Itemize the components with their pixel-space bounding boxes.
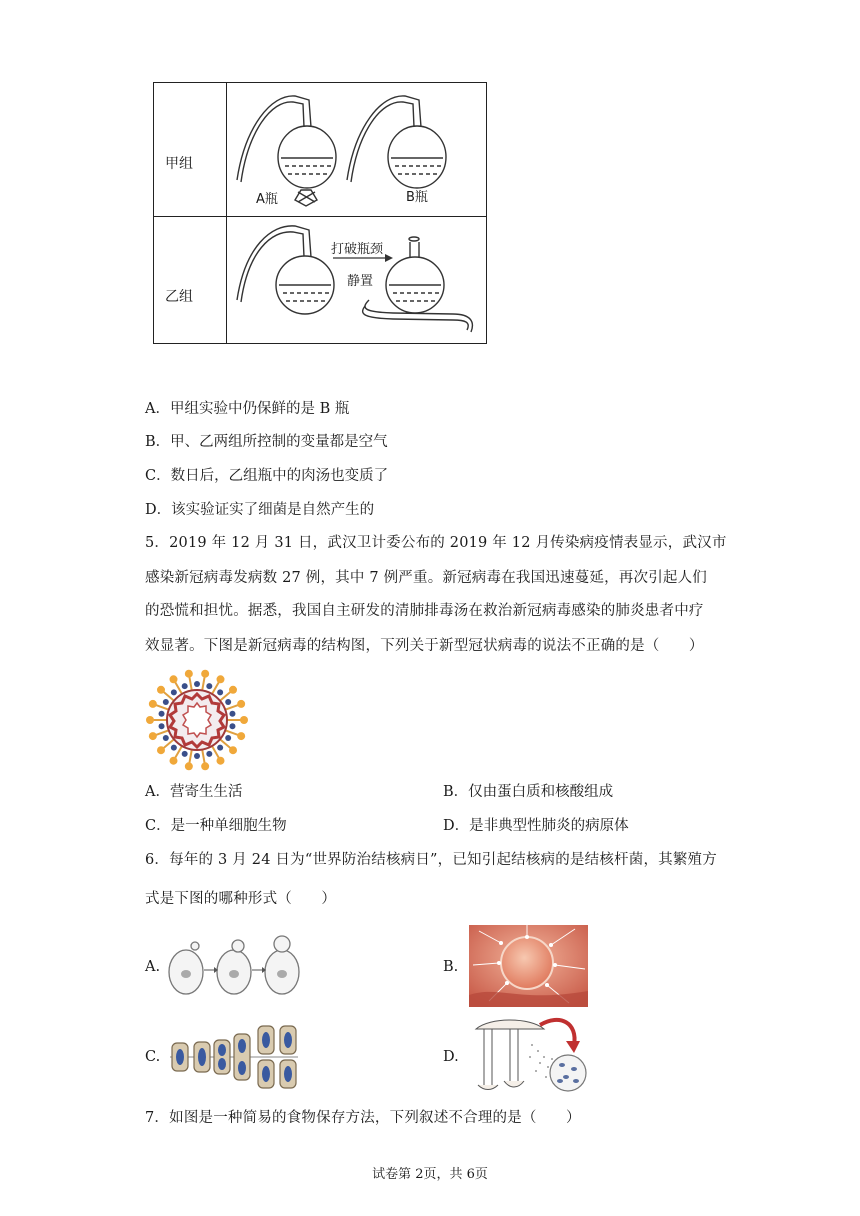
fertilization-icon xyxy=(469,925,588,1007)
group-2-label: 乙组 xyxy=(165,289,193,305)
spore-dispersal-icon xyxy=(470,1015,588,1099)
q5-line-4: 效显著。下图是新冠病毒的结构图，下列关于新型冠状病毒的说法不正确的是（ ） xyxy=(145,638,704,654)
experiment-table xyxy=(153,82,487,344)
coronavirus-image xyxy=(144,667,250,773)
q6-option-d-image xyxy=(470,1015,588,1099)
q6-line-1: 6．每年的 3 月 24 日为“世界防治结核病日”，已知引起结核病的是结核杆菌，其繁殖方 xyxy=(145,852,717,868)
option-letter: D． xyxy=(145,502,172,518)
step-break-neck-label: 打破瓶颈 xyxy=(331,242,384,257)
option-letter: B． xyxy=(145,434,171,450)
option-letter: A． xyxy=(145,784,170,800)
flask-b-label: B瓶 xyxy=(406,190,428,205)
option-text: 仅由蛋白质和核酸组成 xyxy=(468,784,614,800)
q4-option-a[interactable] xyxy=(145,399,349,419)
q5-line-3: 的恐慌和担忧。据悉，我国自主研发的清肺排毒汤在救治新冠病毒感染的肺炎患者中疗 xyxy=(145,603,704,619)
flask-a-icon xyxy=(237,96,336,206)
group-1-label: 甲组 xyxy=(165,156,193,172)
q6-option-a-image xyxy=(166,934,302,998)
option-text: 数日后，乙组瓶中的肉汤也变质了 xyxy=(170,468,389,484)
q7-line-1: 7．如图是一种简易的食物保存方法，下列叙述不合理的是（ ） xyxy=(145,1110,581,1126)
q6-option-c-letter[interactable]: C. xyxy=(145,1049,161,1065)
q5-line-1: 5．2019 年 12 月 31 日，武汉卫计委公布的 2019 年 12 月传染病疫情表显示，武汉市 xyxy=(145,535,727,551)
page-footer: 试卷第 2页，共 6页 xyxy=(372,1167,488,1182)
q4-option-c[interactable] xyxy=(145,466,388,486)
option-letter: A． xyxy=(145,401,170,417)
q5-option-a[interactable] xyxy=(145,782,242,802)
step-stand-label: 静置 xyxy=(347,274,374,289)
option-text: 甲、乙两组所控制的变量都是空气 xyxy=(170,434,388,450)
option-letter: C． xyxy=(145,818,171,834)
experiment-table-drawing xyxy=(153,82,487,344)
option-text: 是非典型性肺炎的病原体 xyxy=(469,818,629,834)
option-text: 该实验证实了细菌是自然产生的 xyxy=(171,502,375,518)
q6-option-b-letter[interactable]: B. xyxy=(443,959,459,975)
option-text: 是一种单细胞生物 xyxy=(170,818,287,834)
option-letter: D． xyxy=(443,818,470,834)
binary-fission-icon xyxy=(166,1022,302,1092)
q5-option-c[interactable] xyxy=(145,816,287,836)
coronavirus-icon xyxy=(144,667,250,773)
q5-line-2: 感染新冠病毒发病数 27 例，其中 7 例严重。新冠病毒在我国迅速蔓延，再次引起人们 xyxy=(145,570,708,586)
option-letter: B． xyxy=(443,784,469,800)
swan-neck-flask-icon xyxy=(237,226,334,314)
q6-option-a-letter[interactable]: A. xyxy=(145,959,161,975)
q6-option-d-letter[interactable]: D. xyxy=(443,1049,459,1065)
q5-option-b[interactable] xyxy=(443,782,613,802)
q6-line-2: 式是下图的哪种形式（ ） xyxy=(145,891,337,907)
q5-option-d[interactable] xyxy=(443,816,629,836)
option-text: 甲组实验中仍保鲜的是 B 瓶 xyxy=(169,401,350,417)
q4-option-d[interactable] xyxy=(145,500,374,520)
yeast-budding-icon xyxy=(166,934,302,998)
flask-a-label: A瓶 xyxy=(256,192,278,207)
q6-option-b-image xyxy=(469,925,588,1007)
q4-option-b[interactable] xyxy=(145,432,388,452)
option-letter: C． xyxy=(145,468,171,484)
q6-option-c-image xyxy=(166,1022,302,1092)
option-text: 营寄生生活 xyxy=(169,784,243,800)
flask-b-icon xyxy=(347,96,446,188)
